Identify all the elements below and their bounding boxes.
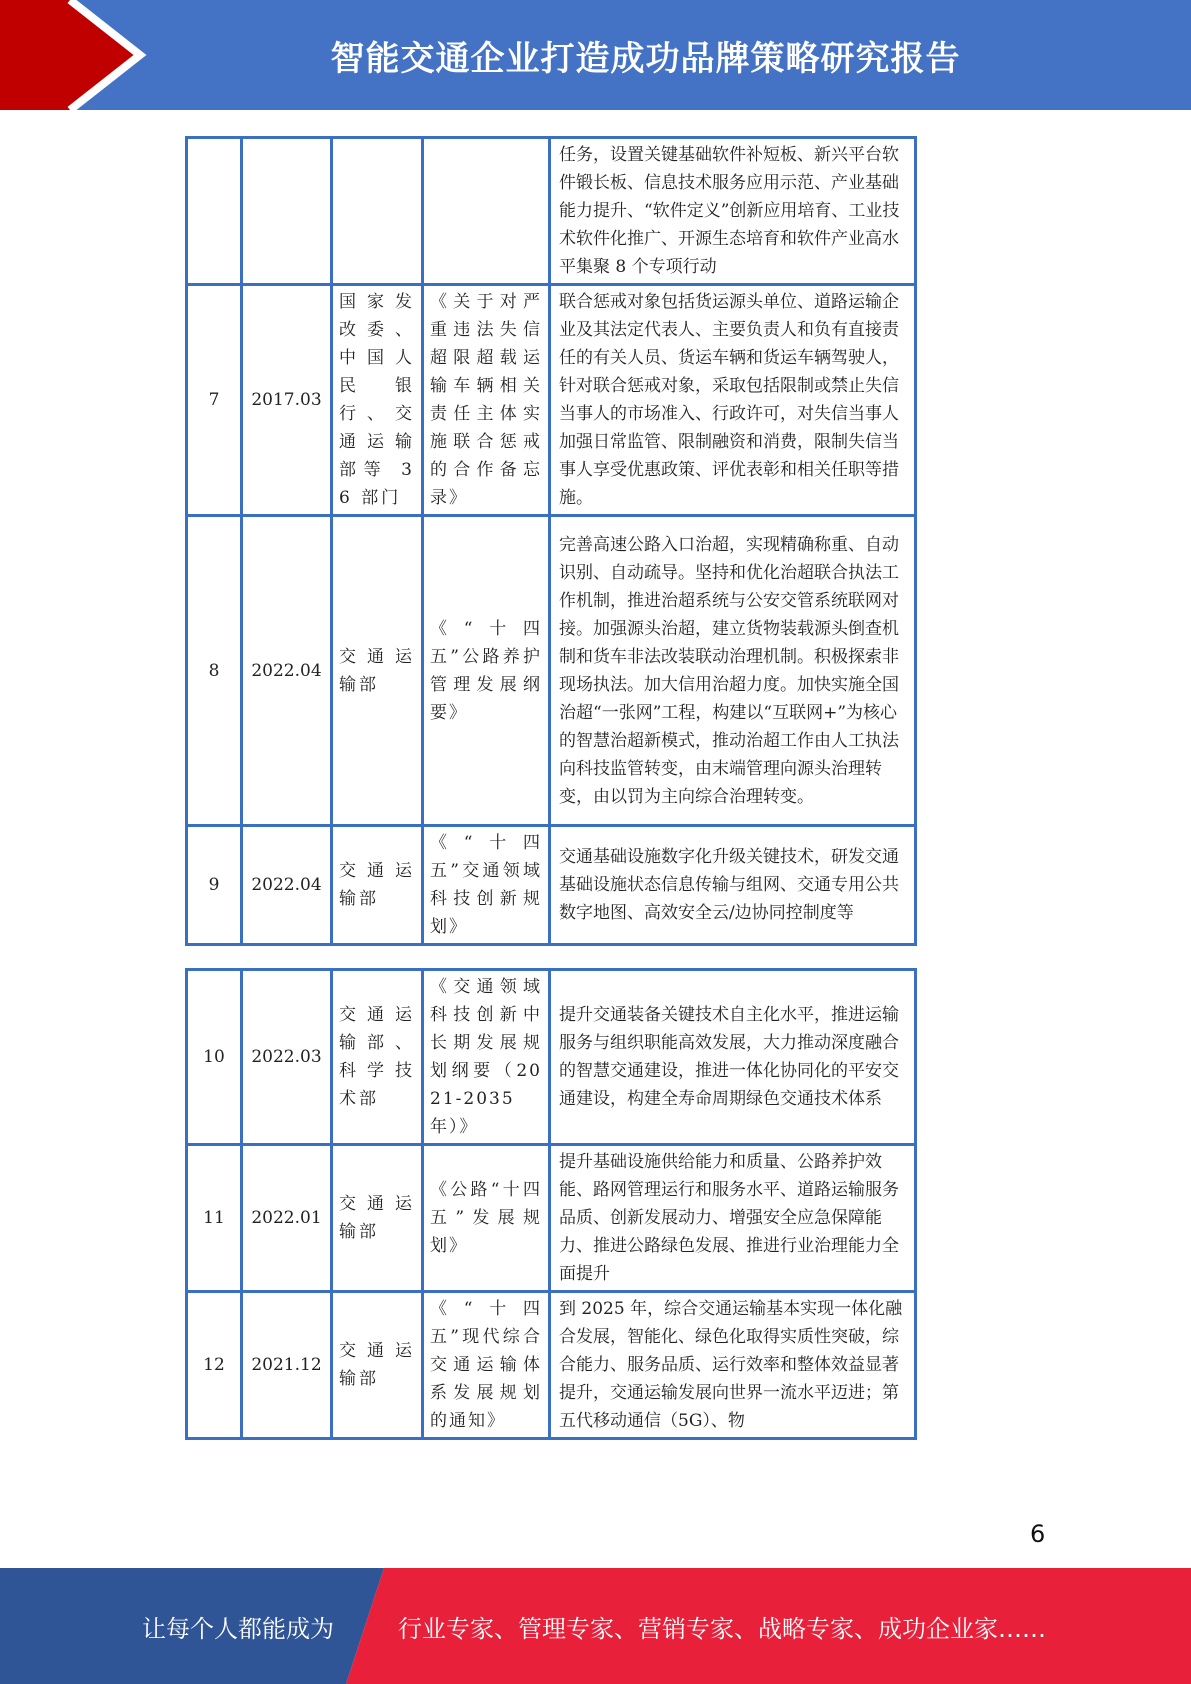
page-footer: [0, 1568, 1191, 1684]
row-date: 2022.04: [242, 826, 332, 945]
row-document: 《“十四五”公路养护管理发展纲要》: [423, 516, 550, 826]
row-department: 交通运输部: [332, 1145, 423, 1292]
row-content: 提升交通装备关键技术自主化水平，推进运输服务与组织职能高效发展，大力推动深度融合的智慧交通建设，推进一体化协同化的平安交通建设，构建全寿命周期绿色交通技术体系: [550, 970, 916, 1145]
row-number: 11: [187, 1145, 242, 1292]
page-header: [0, 0, 1191, 110]
row-date: 2022.01: [242, 1145, 332, 1292]
row-number: [187, 138, 242, 285]
row-number: 9: [187, 826, 242, 945]
row-date: [242, 138, 332, 285]
row-content: 完善高速公路入口治超，实现精确称重、自动识别、自动疏导。坚持和优化治超联合执法工作机制，推进治超系统与公安交管系统联网对接。加强源头治超，建立货物装载源头倒查机制和货车非法改装联动治理机制。积极探索非现场执法。加大信用治超力度。加快实施全国治超“一张网”工程，构建以“互联网+”为核心的智慧治超新模式，推动治超工作由人工执法向科技监管转变，由末端管理向源头治理转变，由以罚为主向综合治理转变。: [550, 516, 916, 826]
table-row: [187, 516, 916, 826]
row-content: 提升基础设施供给能力和质量、公路养护效能、路网管理运行和服务水平、道路运输服务品质、创新发展动力、增强安全应急保障能力、推进公路绿色发展、推进行业治理能力全面提升: [550, 1145, 916, 1292]
row-document: [423, 138, 550, 285]
row-number: 7: [187, 285, 242, 516]
row-date: 2022.03: [242, 970, 332, 1145]
row-date: 2017.03: [242, 285, 332, 516]
row-document: 《关于对严重违法失信超限超载运输车辆相关责任主体实施联合惩戒的合作备忘录》: [423, 285, 550, 516]
row-number: 10: [187, 970, 242, 1145]
policy-table-2: [185, 968, 917, 1440]
header-arrow-decoration: [0, 0, 160, 110]
row-department: 国家发改委、中国人民银行、交通运输部等 36 部门: [332, 285, 423, 516]
table-row: [187, 970, 916, 1145]
footer-slogan-right: 行业专家、管理专家、营销专家、战略专家、成功企业家……: [398, 1614, 1046, 1643]
row-department: 交通运输部: [332, 826, 423, 945]
row-content: 交通基础设施数字化升级关键技术，研发交通基础设施状态信息传输与组网、交通专用公共数字地图、高效安全云/边协同控制度等: [550, 826, 916, 945]
row-number: 12: [187, 1292, 242, 1439]
row-content: 任务，设置关键基础软件补短板、新兴平台软件锻长板、信息技术服务应用示范、产业基础能力提升、“软件定义”创新应用培育、工业技术软件化推广、开源生态培育和软件产业高水平集聚 8 个专项行动: [550, 138, 916, 285]
row-number: 8: [187, 516, 242, 826]
table-row: [187, 1145, 916, 1292]
table-row: [187, 826, 916, 945]
page-number: 6: [1030, 1520, 1046, 1548]
report-title: 智能交通企业打造成功品牌策略研究报告: [330, 38, 961, 79]
row-department: 交通运输部、科学技术部: [332, 970, 423, 1145]
row-date: 2022.04: [242, 516, 332, 826]
row-content: 到 2025 年，综合交通运输基本实现一体化融合发展，智能化、绿色化取得实质性突破，综合能力、服务品质、运行效率和整体效益显著提升，交通运输发展向世界一流水平迈进；第五代移动通信（5G）、物: [550, 1292, 916, 1439]
row-content: 联合惩戒对象包括货运源头单位、道路运输企业及其法定代表人、主要负责人和负有直接责任的有关人员、货运车辆和货运车辆驾驶人，针对联合惩戒对象，采取包括限制或禁止失信当事人的市场准入、行政许可，对失信当事人加强日常监管、限制融资和消费，限制失信当事人享受优惠政策、评优表彰和相关任职等措施。: [550, 285, 916, 516]
row-document: 《公路“十四五”发展规划》: [423, 1145, 550, 1292]
row-department: 交通运输部: [332, 516, 423, 826]
row-document: 《交通领域科技创新中长期发展规划纲要（2021-2035年）》: [423, 970, 550, 1145]
row-department: 交通运输部: [332, 1292, 423, 1439]
footer-slogan-left: 让每个人都能成为: [142, 1614, 334, 1643]
table-row: [187, 285, 916, 516]
table-row: [187, 138, 916, 285]
policy-table-1: [185, 136, 917, 946]
row-document: 《“十四五”交通领域科技创新规划》: [423, 826, 550, 945]
table-row: [187, 1292, 916, 1439]
row-department: [332, 138, 423, 285]
row-document: 《“十四五”现代综合交通运输体系发展规划的通知》: [423, 1292, 550, 1439]
row-date: 2021.12: [242, 1292, 332, 1439]
